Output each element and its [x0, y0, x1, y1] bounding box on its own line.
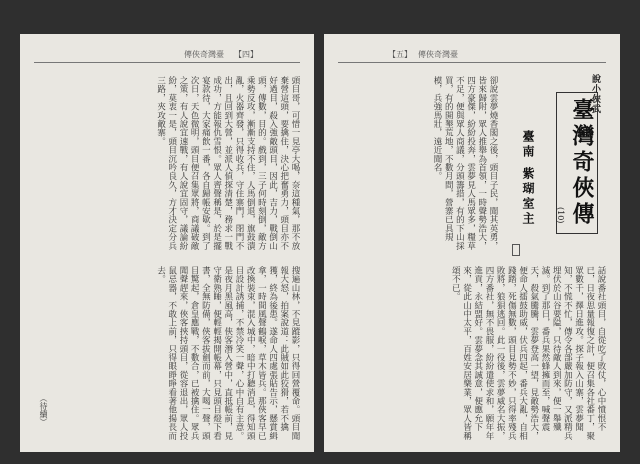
page-number: 【四】	[234, 50, 258, 59]
left-page	[20, 34, 314, 452]
left-top-text-block: 頭目哥，可惜一見亭大喝，奈這種氣，那不放棄營這頭，要擒住，決心把奮勇力，頭目亦不好過目，殺入強敵頭目，因此，吉力，戰倒山頭，傳數，目的。戲到，三子何時刻倒，敵方乘勢反攻，漸漸支持不住，人馬倒退，旗鼓潰亂，火器齊發，只得收兵，守住寨門，閉門不出，且回到大營，並派人偵探清楚，務求一戰成功，方能報仇雪恨。眾人齊聲稱是，於是擺宴款待，大家痛飲一番，各自歸帳安歇。到了次日，天色微明，頭目便召集眾將，商議破敵之策，有人說宜速戰，有人說宜固守，議論紛紛，莫衷一是，頭目沉吟良久，方才決定分兵三路，夾攻敵寨。	[155, 76, 300, 250]
right-page-header	[338, 48, 606, 63]
right-bottom-text-block: 話說番社頭目，自從吃了敗仗，心中憤恨不已，日夜思量報復之計，便召集各社番丁，聚眾數千，擇日進攻。探子報入山寨，雲夢聞知，不慌不忙，傳令各部嚴加防守，又派精兵埋伏於山谷要隘，只待敵人到來，便一舉殲滅。到了那日，番兵果然蜂擁而至，喊聲震天，殺氣騰騰，雲夢登高一望，見敵勢浩大，便命人擂鼓助威，伏兵四起，番兵大亂，自相踐踏，死傷無數，頭目見勢不妙，只得率殘兵敗將，狼狽逃回。此一役後，雲夢威名大振，四方番社，無不畏服，紛紛遣使求和，願年年進貢，永結盟好。雲夢念其誠意，便應允下來，從此山中太平，百姓安居樂業，眾人皆稱頌不已。	[450, 266, 606, 440]
left-bottom-text-block: 搜遍山林，不見蹤影，只得回營覆命。頭目聞報大怒，拍案說道：此賊如此狡猾，若不擒獲，終為後患。遂命人四處張貼告示，懸賞緝拿，一時間風聲鶴唳，草木皆兵。那俠客早已改換裝束，混入城中，暗中打聽消息，得知頭目設計誘捕，不禁冷笑一聲，心中自有主意。是夜月黑風高，俠客潛入營中，直抵帳前，見守衛熟睡，便輕輕揭開帳幕，只見頭目燈下看書，全無防備，俠客拔劍而前，大喝一聲，頭目驚起，倉皇應戰，不數合，已被擒住。眾兵聞聲趕來，俠客挾持頭目，從容退出，眾人投鼠忌器，不敢上前，只得眼睜睜看著他揚長而去。	[155, 266, 300, 440]
right-top-text-block: 卻說雲夢燒香閣之後，頭目子民，聞其英勇，皆來歸附，眾人推舉為首領，一時聲勢浩大，四方豪傑，紛紛投奔，雲夢見人馬眾多，糧草不足，便與眾人商議，分頭籌措，有的下山採買，有的開墾荒地，不數月間，營寨已具規模，兵強馬壯，遠近聞名。	[431, 76, 498, 250]
installment-number: (10)	[556, 206, 565, 223]
author-byline: 臺南 紫瑚室主	[521, 130, 535, 228]
left-page-header	[34, 48, 300, 63]
page-number: 【五】	[388, 50, 412, 59]
to-be-continued-mark: （待續）	[39, 394, 48, 426]
running-title: 傳俠奇灣臺	[184, 50, 224, 59]
running-title: 傳俠奇灣臺	[418, 50, 458, 59]
seal-mark	[512, 244, 520, 256]
series-label: 說小俠武	[590, 74, 600, 114]
right-page	[324, 34, 620, 452]
title-box	[556, 92, 598, 234]
story-title: 臺灣奇俠傳	[569, 98, 595, 228]
